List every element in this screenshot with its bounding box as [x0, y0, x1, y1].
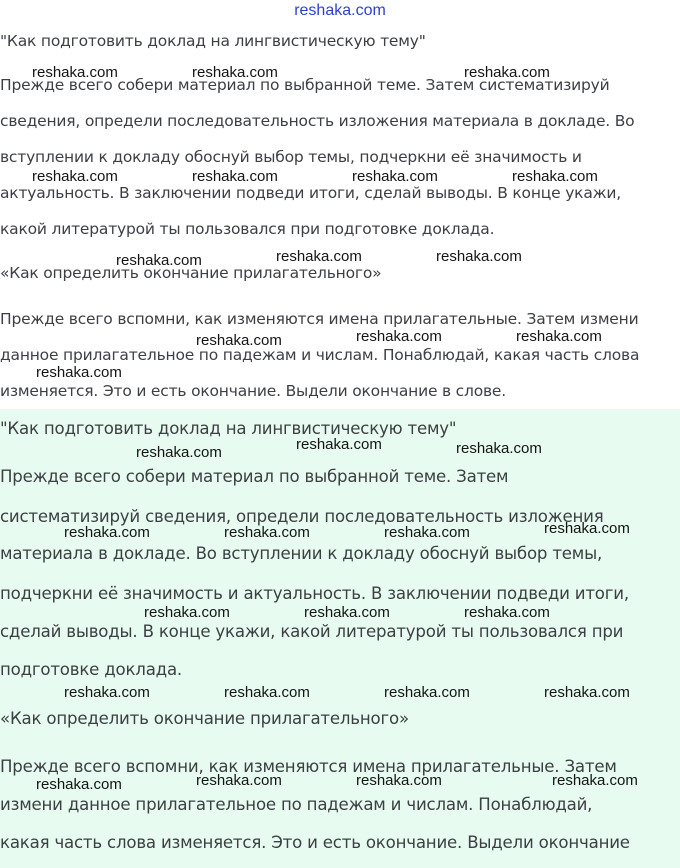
watermark: reshaka.com	[276, 248, 362, 265]
block2-para1-line1: Прежде всего собери материал по выбранной теме. Затем	[0, 467, 509, 486]
watermark: reshaka.com	[352, 168, 438, 185]
site-header-link[interactable]: reshaka.com	[294, 2, 386, 19]
block1-para2-line2: данное прилагательное по падежам и числам. Понаблюдай, какая часть слова	[0, 346, 640, 364]
block1-para1-line1: Прежде всего собери материал по выбранной теме. Затем систематизируй	[0, 76, 610, 94]
block1-para2-line1: Прежде всего вспомни, как изменяются имена прилагательные. Затем измени	[0, 310, 639, 328]
watermark: reshaka.com	[36, 364, 122, 381]
watermark: reshaka.com	[544, 520, 630, 537]
watermark: reshaka.com	[192, 64, 278, 81]
watermark: reshaka.com	[224, 684, 310, 701]
block2-title2: «Как определить окончание прилагательного»	[0, 709, 409, 728]
watermark: reshaka.com	[356, 328, 442, 345]
block2-para1-line4: подчеркни её значимость и актуальность. В заключении подведи итоги,	[0, 584, 629, 603]
block1-para1-line5: какой литературой ты пользовался при подготовке доклада.	[0, 220, 495, 238]
watermark: reshaka.com	[356, 772, 442, 789]
watermark: reshaka.com	[116, 252, 202, 269]
watermark: reshaka.com	[32, 168, 118, 185]
watermark: reshaka.com	[32, 64, 118, 81]
watermark: reshaka.com	[192, 168, 278, 185]
watermark: reshaka.com	[544, 684, 630, 701]
watermark: reshaka.com	[64, 524, 150, 541]
watermark: reshaka.com	[436, 248, 522, 265]
block1-para1-line4: актуальность. В заключении подведи итоги, сделай выводы. В конце укажи,	[0, 184, 621, 202]
watermark: reshaka.com	[64, 684, 150, 701]
watermark: reshaka.com	[36, 776, 122, 793]
block1-title2: «Как определить окончание прилагательного»	[0, 264, 382, 282]
watermark: reshaka.com	[196, 332, 282, 349]
block1-para1-line2: сведения, определи последовательность изложения материала в докладе. Во	[0, 112, 635, 130]
block1-para2-line3: изменяется. Это и есть окончание. Выдели окончание в слове.	[0, 382, 506, 400]
block2-para1-line6: подготовке доклада.	[0, 660, 182, 679]
block1-title1: "Как подготовить доклад на лингвистическую тему"	[0, 32, 426, 50]
block2-title1: "Как подготовить доклад на лингвистическую тему"	[0, 419, 457, 438]
block2-para1-line2: систематизируй сведения, определи последовательность изложения	[0, 507, 604, 526]
block2-para1-line5: сделай выводы. В конце укажи, какой литературой ты пользовался при	[0, 622, 624, 641]
block2-para2-line1: Прежде всего вспомни, как изменяются имена прилагательные. Затем	[0, 757, 617, 776]
watermark: reshaka.com	[224, 524, 310, 541]
watermark: reshaka.com	[144, 604, 230, 621]
watermark: reshaka.com	[464, 604, 550, 621]
watermark: reshaka.com	[516, 328, 602, 345]
watermark: reshaka.com	[456, 440, 542, 457]
watermark: reshaka.com	[384, 684, 470, 701]
block1-para1-line3: вступлении к докладу обоснуй выбор темы, подчеркни её значимость и	[0, 148, 582, 166]
watermark: reshaka.com	[464, 64, 550, 81]
watermark: reshaka.com	[296, 436, 382, 453]
watermark: reshaka.com	[552, 772, 638, 789]
block2-para2-line3: какая часть слова изменяется. Это и есть окончание. Выдели окончание	[0, 833, 630, 852]
watermark: reshaka.com	[304, 604, 390, 621]
watermark: reshaka.com	[384, 524, 470, 541]
block2-para2-line2: измени данное прилагательное по падежам и числам. Понаблюдай,	[0, 795, 593, 814]
watermark: reshaka.com	[136, 444, 222, 461]
block2-para1-line3: материала в докладе. Во вступлении к докладу обоснуй выбор темы,	[0, 544, 603, 563]
watermark: reshaka.com	[196, 772, 282, 789]
watermark: reshaka.com	[512, 168, 598, 185]
